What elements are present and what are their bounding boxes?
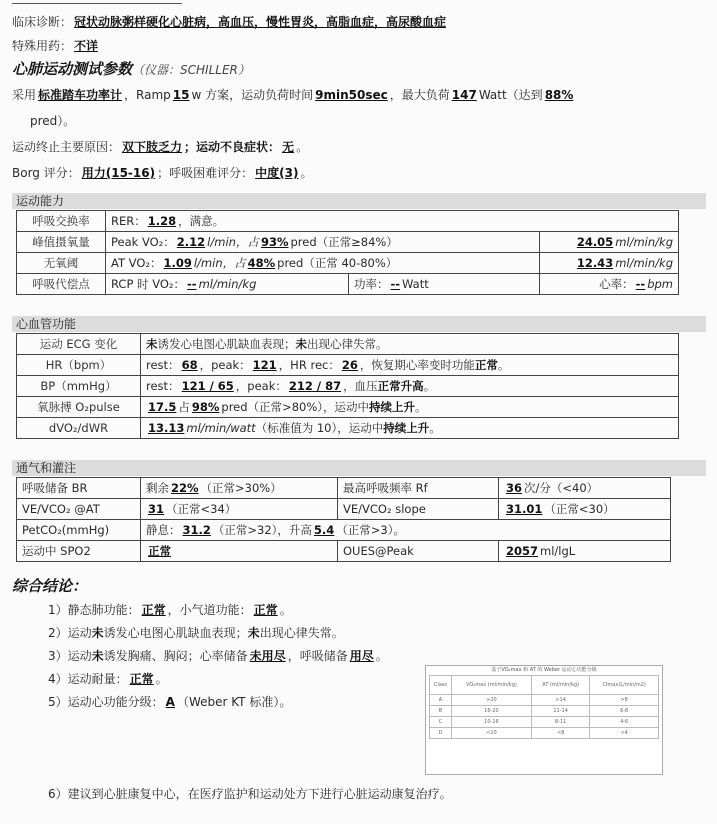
- weber-cell: <8: [531, 728, 589, 739]
- borg-label: Borg 评分：: [12, 166, 80, 180]
- rcp-value: --: [187, 277, 197, 291]
- protocol-text: Watt（达到: [478, 88, 543, 102]
- weber-caption: 基于VO₂max 和 AT 的 Weber 运动心功能分级: [491, 667, 597, 673]
- weber-cell: <4: [590, 728, 659, 739]
- unit: bpm: [647, 277, 673, 291]
- punct: 。: [296, 140, 309, 154]
- section-capacity: 运动能力: [12, 193, 706, 209]
- row-label: PetCO₂(mmHg): [17, 520, 141, 541]
- hr-rest: 68: [181, 358, 198, 372]
- slope-value: 31.01: [506, 502, 543, 516]
- row-label: 运动中 SPO2: [17, 541, 141, 562]
- c-text: 诱发心电图心肌缺血表现；: [103, 626, 248, 640]
- conclusion-item: [48, 625, 344, 641]
- protocol-text: 采用: [12, 88, 37, 102]
- hr-text: ，恢复期心率变时功能: [359, 358, 475, 372]
- ecg-text: 未: [146, 337, 158, 351]
- weber-grid: [429, 675, 659, 739]
- top-divider: [12, 0, 182, 4]
- exercise-time-value: 9min50sec: [315, 88, 388, 102]
- unit: ml/lgL: [540, 544, 576, 558]
- petco2-rise: 5.4: [313, 523, 335, 537]
- c-text: 3）运动: [48, 649, 92, 663]
- row-content: [141, 334, 679, 355]
- table-row: [430, 717, 659, 728]
- weber-cell: C: [430, 717, 452, 728]
- table-row: [17, 232, 679, 253]
- table-row: [17, 334, 679, 355]
- o2pulse-text: pred（正常>80%），运动中: [221, 400, 370, 414]
- diagnosis-line: [12, 14, 448, 30]
- c-value: 未: [91, 649, 104, 663]
- weber-cell: >14: [531, 695, 589, 706]
- bp-rest: 121 / 65: [181, 379, 234, 393]
- row-content: [349, 274, 540, 295]
- unit: ml/min/kg: [615, 256, 673, 270]
- row-content: [499, 541, 671, 562]
- weber-header: CImax(L/min/m2): [590, 676, 659, 695]
- unit: ml/min/kg: [198, 277, 257, 291]
- meds-label: 特殊用药：: [12, 39, 73, 53]
- protocol-text: ，Ramp: [124, 88, 171, 102]
- ramp-value: 15: [172, 88, 190, 102]
- weber-cell: B: [430, 706, 452, 717]
- hr-text: rest：: [146, 358, 180, 372]
- c-text: 4）运动耐量：: [48, 672, 128, 686]
- peakvo2-value: 2.12: [176, 235, 206, 249]
- power-value: --: [390, 277, 401, 291]
- row-label: OUES@Peak: [338, 541, 499, 562]
- weber-cell: >8: [590, 695, 659, 706]
- conclusion-item: [48, 648, 388, 664]
- row-label: HR（bpm）: [17, 355, 141, 376]
- weber-cell: 11-14: [531, 706, 589, 717]
- protocol-line: [12, 87, 575, 103]
- row-content: [540, 253, 679, 274]
- weber-class-table: [425, 665, 663, 775]
- table-row: [430, 676, 659, 695]
- symptom-label: ；运动不良症状：: [184, 140, 281, 154]
- dvo2-text: 。: [429, 421, 441, 435]
- c-text: 。: [279, 603, 292, 617]
- table-row: [17, 211, 679, 232]
- unit: ml/min/watt: [186, 421, 256, 435]
- meds-line: [12, 38, 100, 54]
- weber-header: VO₂max (ml/min/kg): [451, 676, 531, 695]
- c-text: 2）运动: [48, 626, 92, 640]
- hr-text: 。: [497, 358, 510, 372]
- punct: 。: [300, 166, 313, 180]
- hr-rec: 26: [341, 358, 358, 372]
- o2pulse-status: 持续上升: [369, 400, 416, 414]
- hr-text: ，HR rec：: [278, 358, 340, 372]
- max-load-value: 147: [451, 88, 477, 102]
- row-content: [141, 418, 679, 439]
- unit: ml/min/kg: [615, 235, 673, 249]
- row-content: [106, 232, 540, 253]
- conclusion-item: [48, 602, 292, 618]
- weber-cell: <10: [451, 728, 531, 739]
- atvo2-pct: 48%: [247, 256, 276, 270]
- row-label: dVO₂/dWR: [17, 418, 141, 439]
- row-content: [540, 232, 679, 253]
- spo2-value: 正常: [148, 544, 171, 558]
- dvo2-status: 持续上升: [383, 421, 430, 435]
- table-row: [430, 728, 659, 739]
- section-cardio: 心血管功能: [12, 316, 706, 332]
- dyspnea-value: 中度(3): [255, 166, 299, 180]
- protocol-cont: pred）。: [30, 114, 76, 128]
- petco2-text: 静息：: [146, 523, 181, 537]
- row-label: 呼吸代偿点: [17, 274, 106, 295]
- weber-cell: 4-6: [590, 717, 659, 728]
- table-row: [17, 397, 679, 418]
- weber-cell: 6-8: [590, 706, 659, 717]
- row-content: [141, 541, 338, 562]
- rf-text: 次/分（<40）: [524, 481, 599, 495]
- hr-status: 正常: [474, 358, 498, 372]
- table-row: [17, 253, 679, 274]
- dvo2-value: 13.13: [148, 421, 185, 435]
- row-label: VE/VCO₂ slope: [338, 499, 499, 520]
- symptom-value: 无: [282, 140, 295, 154]
- table-row: [17, 355, 679, 376]
- termination-reason: 双下肢乏力: [122, 140, 183, 154]
- row-content: [141, 499, 338, 520]
- weber-cell: D: [430, 728, 452, 739]
- diagnosis-label: 临床诊断：: [12, 15, 73, 29]
- rer-value: 1.28: [147, 214, 177, 228]
- termination-label: 运动终止主要原因：: [12, 140, 121, 154]
- conclusion-item: [48, 671, 168, 687]
- peakvo2-pct: 93%: [260, 235, 289, 249]
- petco2-text: （正常>32），升高: [212, 523, 312, 537]
- conclusion-item: [48, 694, 291, 710]
- row-label: 运动 ECG 变化: [17, 334, 141, 355]
- borg-line: [12, 165, 312, 181]
- c-value: A: [165, 695, 175, 709]
- c-text: 5）运动心功能分级：: [48, 695, 164, 709]
- hr-label: 心率：: [599, 277, 634, 291]
- bp-peak: 212 / 87: [288, 379, 342, 393]
- ecg-text: 诱发心电图心肌缺血表现；: [157, 337, 296, 351]
- dvo2-text: （标准值为 10），运动中: [255, 421, 384, 435]
- c-value: 未: [247, 626, 260, 640]
- diagnosis-value: 冠状动脉粥样硬化心脏病，高血压，慢性胃炎，高脂血症，高尿酸血症: [74, 15, 447, 29]
- weber-cell: 8-11: [531, 717, 589, 728]
- veat-value: 31: [148, 502, 165, 516]
- row-label: BP（mmHg）: [17, 376, 141, 397]
- row-content: [540, 274, 679, 295]
- row-label: 呼吸储备 BR: [17, 478, 141, 499]
- meds-value: 不详: [74, 39, 99, 53]
- hr-value: --: [635, 277, 646, 291]
- row-content: [141, 376, 679, 397]
- atvo2-label: AT VO₂：: [111, 256, 162, 270]
- capacity-table: [16, 210, 679, 295]
- load-percent-value: 88%: [544, 88, 574, 102]
- conclusion-title: 综合结论：: [12, 577, 88, 595]
- row-content: [141, 520, 671, 541]
- table-row: [17, 376, 679, 397]
- row-content: [141, 478, 338, 499]
- cpet-title-line: [12, 61, 250, 78]
- cardio-table: [16, 333, 679, 439]
- c-text: 。: [155, 672, 168, 686]
- weber-cell: 10-16: [451, 717, 531, 728]
- peakvo2-unit: l/min，占: [207, 235, 259, 249]
- bp-status: 正常升高: [377, 379, 424, 393]
- instrument-label: （仪器：SCHILLER）: [132, 63, 250, 77]
- ecg-text: 未: [295, 337, 307, 351]
- row-label: 呼吸交换率: [17, 211, 106, 232]
- row-label: 无氧阈: [17, 253, 106, 274]
- oues-value: 2057: [506, 544, 539, 558]
- c-value: 正常: [129, 672, 154, 686]
- row-label: VE/VCO₂ @AT: [17, 499, 141, 520]
- c-text: ，呼吸储备: [287, 649, 348, 663]
- rer-label: RER：: [111, 214, 146, 228]
- bp-text: ，血压: [343, 379, 378, 393]
- c-text: 1）静态肺功能：: [48, 603, 140, 617]
- br-text: 剩余: [146, 481, 169, 495]
- table-row: [430, 706, 659, 717]
- o2pulse-text: 占: [178, 400, 190, 414]
- atvo2-note: pred（正常 40-80%）: [277, 256, 398, 270]
- petco2-rest: 31.2: [182, 523, 211, 537]
- row-content: [499, 499, 671, 520]
- o2pulse-value: 17.5: [148, 400, 177, 414]
- veat-text: （正常<34）: [166, 502, 237, 516]
- table-row: [430, 695, 659, 706]
- table-row: [17, 520, 671, 541]
- row-label: 最高呼吸频率 Rf: [338, 478, 499, 499]
- termination-line: [12, 139, 308, 155]
- row-content: [141, 355, 679, 376]
- slope-text: （正常<30）: [544, 502, 615, 516]
- c-value: 用尽: [349, 649, 374, 663]
- c-text: 出现心律失常。: [259, 626, 344, 640]
- bp-text: ，peak：: [235, 379, 287, 393]
- c-text: 。: [375, 649, 388, 663]
- c-value: 正常: [253, 603, 278, 617]
- row-content: [106, 211, 679, 232]
- table-row: [17, 541, 671, 562]
- c-value: 未: [91, 626, 104, 640]
- ecg-text: 出现心律失常。: [307, 337, 388, 351]
- c-text: ，小气道功能：: [167, 603, 252, 617]
- bp-text: rest：: [146, 379, 180, 393]
- c-value: 未用尽: [249, 649, 286, 663]
- row-content: [499, 478, 671, 499]
- br-value: 22%: [171, 481, 199, 495]
- bp-text: 。: [423, 379, 436, 393]
- row-content: [141, 397, 679, 418]
- cpet-title: 心肺运动测试参数: [12, 60, 133, 78]
- peakvo2-kg: 24.05: [576, 235, 614, 249]
- unit: Watt: [402, 277, 429, 291]
- o2pulse-pct: 98%: [191, 400, 220, 414]
- br-text: （正常>30%）: [200, 481, 282, 495]
- power-label: 功率：: [354, 277, 389, 291]
- dyspnea-label: ；呼吸困难评分：: [157, 166, 254, 180]
- rcp-label: RCP 时 VO₂：: [111, 277, 186, 291]
- row-label: 氧脉搏 O₂pulse: [17, 397, 141, 418]
- weber-cell: 16-20: [451, 706, 531, 717]
- borg-value: 用力(15-16): [81, 166, 156, 180]
- c-text: 诱发胸痛、胸闷；心率储备: [103, 649, 248, 663]
- table-row: [17, 274, 679, 295]
- conclusion-item: 6）建议到心脏康复中心，在医疗监护和运动处方下进行心脏运动康复治疗。: [48, 787, 452, 801]
- conclusion-title-line: [12, 578, 87, 595]
- peakvo2-note: pred（正常≥84%）: [290, 235, 398, 249]
- row-content: [106, 253, 540, 274]
- atvo2-unit: l/min，占: [193, 256, 246, 270]
- o2pulse-text: 。: [415, 400, 427, 414]
- hr-text: ，peak：: [199, 358, 251, 372]
- rf-value: 36: [506, 481, 523, 495]
- atvo2-kg: 12.43: [576, 256, 614, 270]
- table-row: [17, 499, 671, 520]
- section-vent: 通气和灌注: [12, 460, 706, 476]
- ergometer-value: 标准踏车功率计: [38, 88, 123, 102]
- protocol-text: ，最大负荷: [389, 88, 450, 102]
- protocol-text: w 方案，运动负荷时间: [191, 88, 314, 102]
- c-text: （Weber KT 标准）。: [176, 695, 292, 709]
- hr-peak: 121: [252, 358, 277, 372]
- row-label: 峰值摄氧量: [17, 232, 106, 253]
- vent-table: [16, 477, 671, 562]
- peakvo2-label: Peak VO₂：: [111, 235, 175, 249]
- rer-note: ，满意。: [178, 214, 225, 228]
- table-row: [17, 418, 679, 439]
- c-value: 正常: [141, 603, 166, 617]
- row-content: [106, 274, 349, 295]
- weber-header: AT (ml/min/kg): [531, 676, 589, 695]
- petco2-text: （正常>3）。: [336, 523, 405, 537]
- weber-cell: >20: [451, 695, 531, 706]
- weber-cell: A: [430, 695, 452, 706]
- table-row: [17, 478, 671, 499]
- weber-header: Class: [430, 676, 452, 695]
- atvo2-value: 1.09: [163, 256, 192, 270]
